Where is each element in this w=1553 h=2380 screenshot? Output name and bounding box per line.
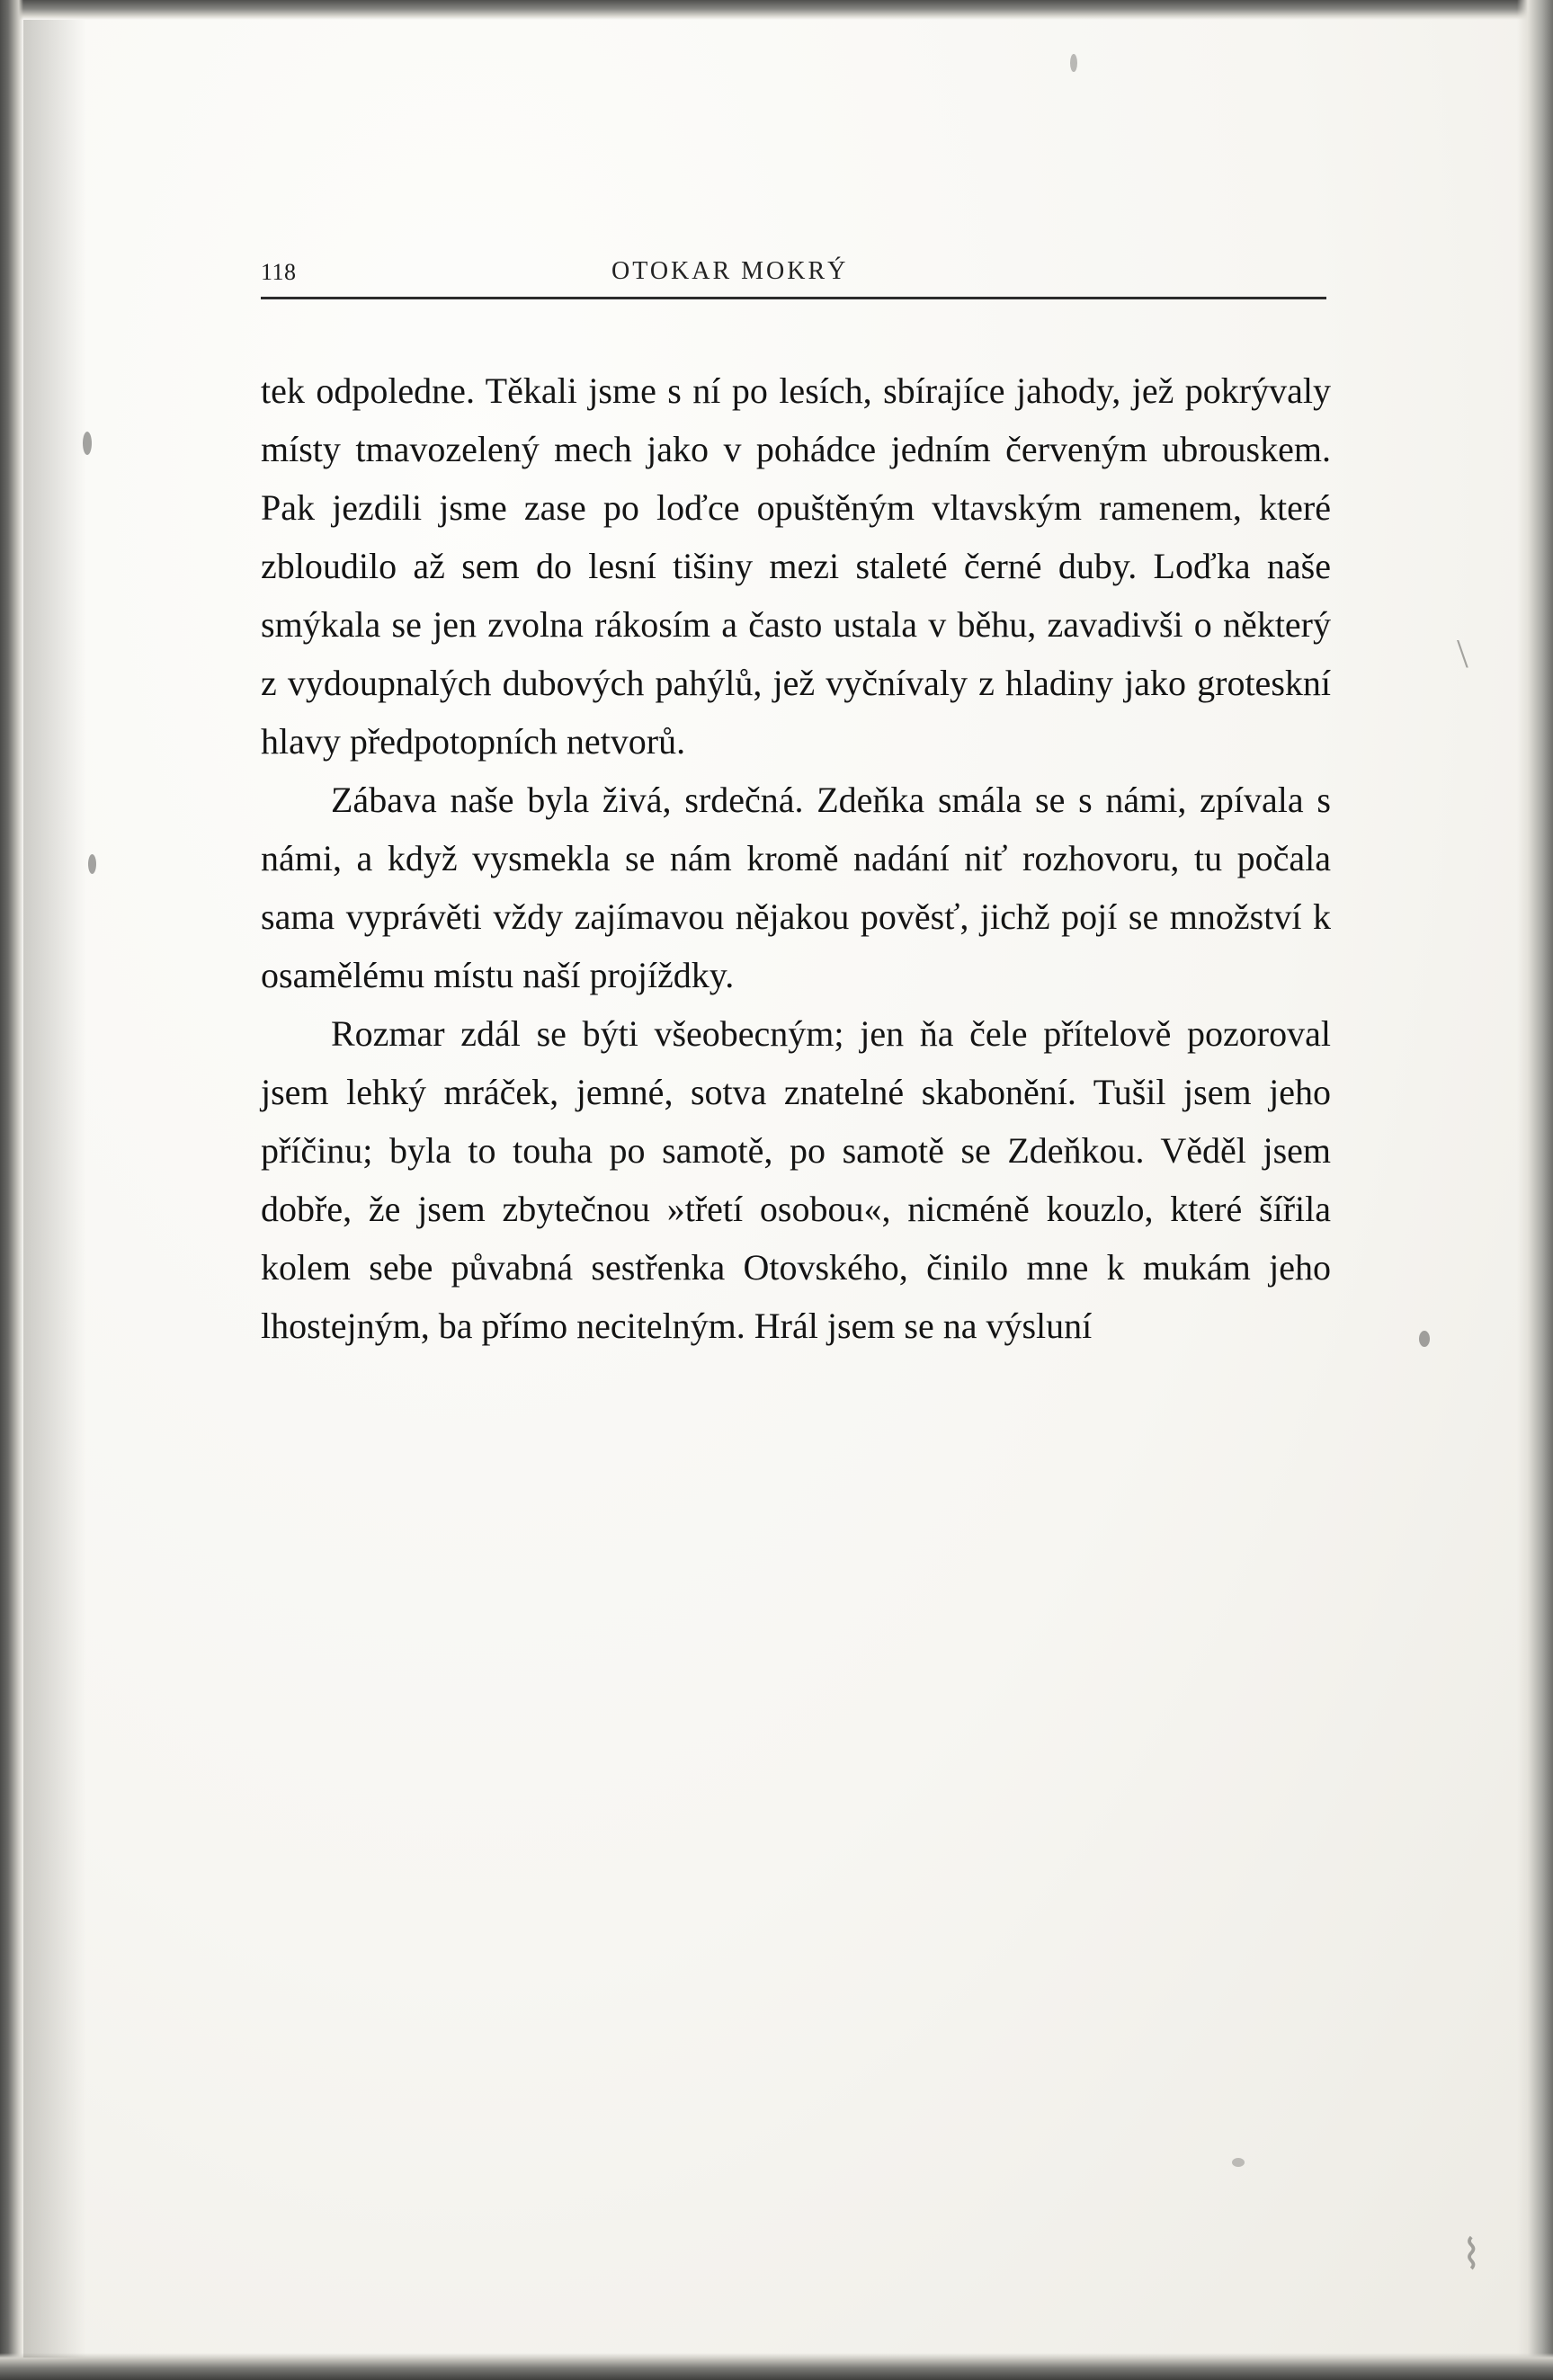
header-rule <box>261 297 1326 299</box>
scan-edge-bottom <box>0 2353 1553 2380</box>
paragraph: Zábava naše byla živá, srdečná. Zdeňka smála se s námi, zpívala s námi, a když vysmekla se nám kromě nadání niť rozhovoru, tu počala sama vyprávěti vždy zajímavou nějakou pověsť, jichž pojí se množství k osamělému místu naší projíždky. <box>261 780 1331 995</box>
scan-edge-left <box>0 0 23 2380</box>
scan-speck <box>88 854 96 874</box>
scan-speck <box>83 432 92 455</box>
scan-margin-mark: \ <box>1457 630 1468 676</box>
page-content <box>261 252 1331 1355</box>
scan-edge-top <box>0 0 1553 20</box>
paragraph: tek odpoledne. Těkali jsme s ní po lesích, sbírajíce jahody, jež pokrývaly místy tmavozelený mech jako v pohádce jedním červeným ubrouskem. Pak jezdili jsme zase po loďce opuštěným vltavským ramenem, které zbloudilo až sem do lesní tišiny mezi staleté černé duby. Loďka naše smýkala se jen zvolna rákosím a často ustala v běhu, zavadivši o některý z vydoupnalých dubových pahýlů, jež vyčnívaly z hladiny jako groteskní hlavy předpotopních netvorů. <box>261 370 1331 762</box>
page-gutter-shadow <box>23 20 86 2358</box>
scan-speck <box>1419 1331 1430 1347</box>
scan-speck <box>1070 54 1077 72</box>
page-number: 118 <box>261 259 297 285</box>
scan-margin-mark: ⌇ <box>1461 2232 1482 2277</box>
scan-edge-right <box>1517 0 1553 2380</box>
paragraph: Rozmar zdál se býti všeobecným; jen ňa čele přítelově pozoroval jsem lehký mráček, jemné, sotva znatelné skabonění. Tušil jsem jeho příčinu; byla to touha po samotě, po samotě se Zdeňkou. Věděl jsem dobře, že jsem zbytečnou »třetí osobou«, nicméně kouzlo, které šířila kolem sebe půvabná sestřenka Otovského, činilo mne k mukám jeho lhostejným, ba přímo necitelným. Hrál jsem se na výsluní <box>261 1013 1331 1346</box>
scan-speck <box>1232 2158 1245 2167</box>
running-title: OTOKAR MOKRÝ <box>611 257 849 285</box>
page-header <box>261 252 1331 304</box>
body-text <box>261 361 1331 1355</box>
